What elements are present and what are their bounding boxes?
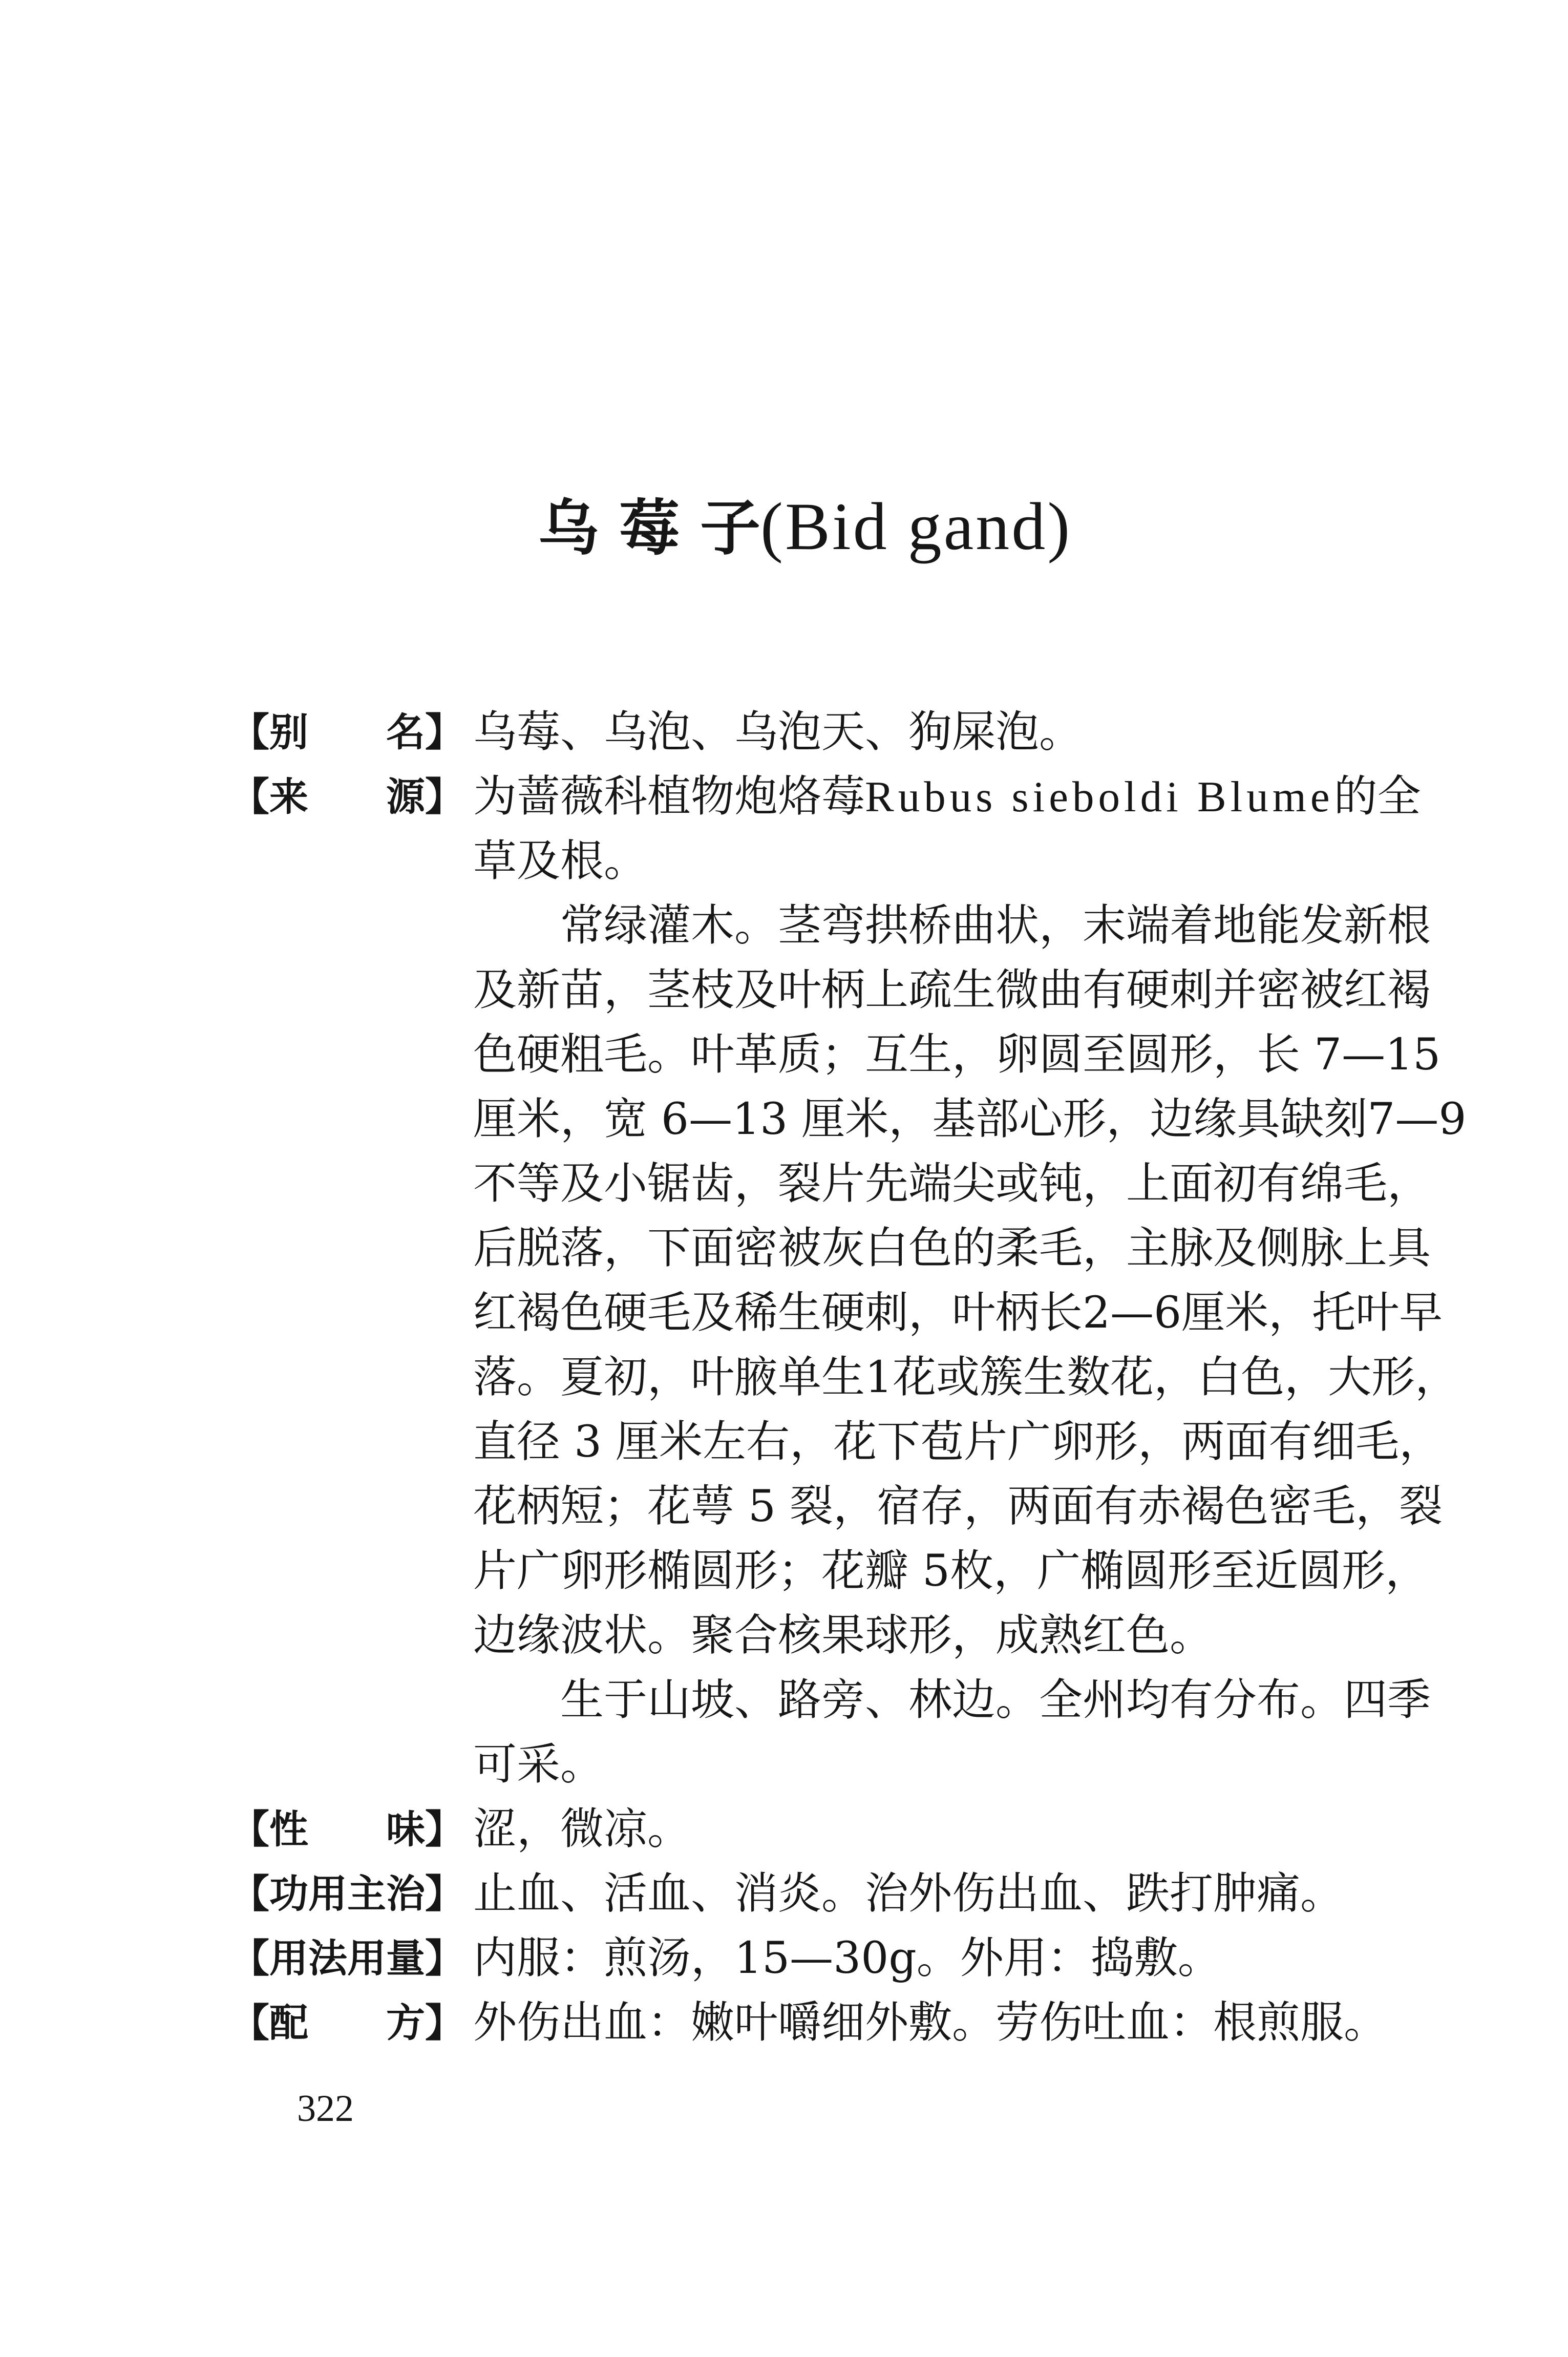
- entry-label: 【配 方】: [230, 2000, 464, 2046]
- entry-label: 【用法用量】: [230, 1935, 464, 1981]
- entry-label: 【来 源】: [230, 774, 464, 819]
- text-line: 直径 3 厘米左右，花下苞片广卵形，两面有细毛，: [473, 1417, 1443, 1467]
- entry-content: [473, 700, 1083, 765]
- text-line: 后脱落，下面密被灰白色的柔毛，主脉及侧脉上具: [473, 1223, 1431, 1274]
- entry-alias: [230, 700, 1466, 765]
- description-paragraph: [473, 894, 1466, 1668]
- entry-list: [230, 700, 1466, 2055]
- entry-content: [473, 1991, 1387, 2055]
- page-number: 322: [297, 2088, 354, 2130]
- text-line: 生于山坡、路旁、林边。全州均有分布。四季: [560, 1675, 1431, 1725]
- title-chinese: 乌莓子: [538, 493, 781, 563]
- source-text-end: 的全: [1333, 771, 1421, 822]
- text-line: 乌莓、乌泡、乌泡天、狗屎泡。: [473, 707, 1083, 757]
- text-line: 草及根。: [473, 836, 648, 887]
- source-text: 为蔷薇科植物炮烙莓: [473, 771, 865, 822]
- entry-dosage: [230, 1926, 1466, 1991]
- entry-nature-taste: [230, 1797, 1466, 1862]
- text-line: 常绿灌木。茎弯拱桥曲状，末端着地能发新根: [560, 900, 1431, 951]
- title-latin: (Bid gand): [760, 489, 1072, 564]
- text-line: 厘米，宽 6—13 厘米，基部心形，边缘具缺刻7—9: [473, 1094, 1467, 1145]
- text-line: 不等及小锯齿，裂片先端尖或钝，上面初有绵毛，: [473, 1159, 1431, 1209]
- entry-label: 【性 味】: [230, 1806, 464, 1852]
- text-line: 可采。: [473, 1739, 604, 1790]
- text-line: 色硬粗毛。叶革质；互生，卵圆至圆形，长 7—15: [473, 1029, 1441, 1080]
- entry-source: [230, 765, 1466, 1797]
- text-line: 及新苗，茎枝及叶柄上疏生微曲有硬刺并密被红褐: [473, 965, 1431, 1016]
- text-line: 止血、活血、消炎。治外伤出血、跌打肿痛。: [473, 1868, 1344, 1919]
- entry-prescription: [230, 1991, 1466, 2055]
- entry-content: [473, 1862, 1344, 1926]
- entry-label: 【功用主治】: [230, 1871, 464, 1917]
- text-line: [473, 765, 1466, 829]
- text-line: 红褐色硬毛及稀生硬刺，叶柄长2—6厘米，托叶早: [473, 1288, 1443, 1338]
- text-line: 片广卵形椭圆形；花瓣 5枚，广椭圆形至近圆形，: [473, 1546, 1429, 1596]
- latin-name: Rubus sieboldi Blume: [865, 773, 1334, 821]
- entry-content: [473, 765, 1466, 1797]
- text-line: 落。夏初，叶腋单生1花或簇生数花，白色，大形，: [473, 1352, 1459, 1403]
- entry-indications: [230, 1862, 1466, 1926]
- page-title: [538, 488, 1072, 582]
- text-line: 涩，微凉。: [473, 1804, 691, 1855]
- habitat-paragraph: [473, 1668, 1466, 1797]
- text-line: 内服：煎汤，15—30g。外用：捣敷。: [473, 1933, 1221, 1984]
- text-line: 外伤出血：嫩叶嚼细外敷。劳伤吐血：根煎服。: [473, 1997, 1388, 2048]
- entry-content: [473, 1797, 691, 1862]
- entry-content: [473, 1926, 1221, 1991]
- text-line: 边缘波状。聚合核果球形，成熟红色。: [473, 1610, 1214, 1661]
- entry-label: 【别 名】: [230, 709, 464, 755]
- text-line: 花柄短；花萼 5 裂，宿存，两面有赤褐色密毛，裂: [473, 1481, 1443, 1532]
